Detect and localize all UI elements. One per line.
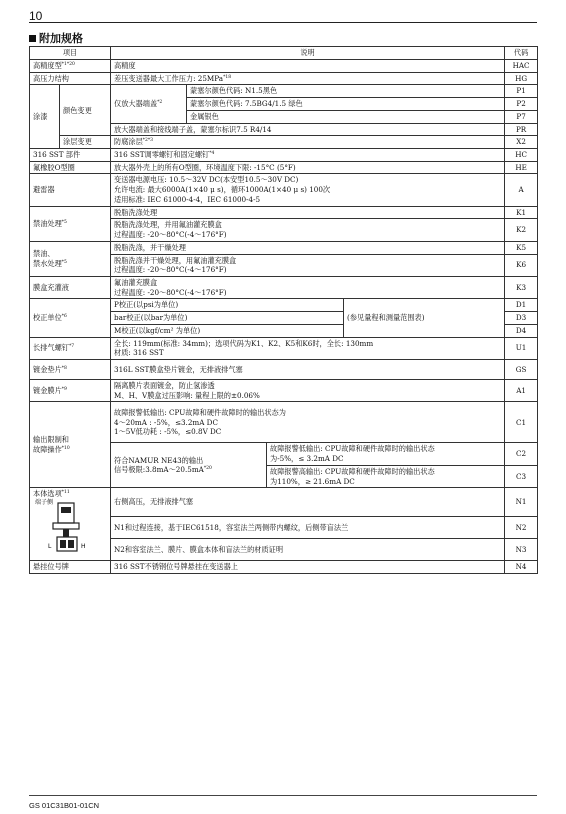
table-row <box>30 149 538 162</box>
item-cell: 镀金垫片$^{*8}$ <box>30 359 111 379</box>
code-cell: X2 <box>505 136 538 149</box>
desc-cell: 故障报警低输出: CPU故障和硬件故障时的输出状态 为-5%，≤ 3.2mA DC <box>267 443 505 465</box>
transmitter-icon <box>33 501 103 557</box>
square-bullet-icon <box>29 35 36 42</box>
table-row <box>30 206 538 219</box>
code-cell: A1 <box>505 379 538 401</box>
desc-cell: 脱脂洗涤，并干燥处理 <box>111 241 505 254</box>
item-cell: 禁油、 禁水处理$^{*5}$ <box>30 241 111 276</box>
code-cell: HC <box>505 149 538 162</box>
desc-cell: 脱脂洗涤处理 <box>111 206 505 219</box>
desc-cell: 变送器电源电压: 10.5～32V DC(本安型10.5～30V DC) 允许电流: 最大6000A(1×40 μ s)，循环1000A(1×40 μ s) 100次 适用标准: IEC 61000-4-4，IEC 61000-4-5 <box>111 174 505 206</box>
table-row <box>30 72 538 85</box>
code-cell: HG <box>505 72 538 85</box>
item-cell: 镀金膜片$^{*9}$ <box>30 379 111 401</box>
desc-cell: M校正(以kgf/cm² 为单位) <box>111 324 344 337</box>
table-row <box>30 488 538 517</box>
desc-cell: 右侧高压，无排液排气塞 <box>111 488 505 517</box>
table-row <box>30 60 538 73</box>
transmitter-diagram: 端子侧 L H <box>33 499 107 559</box>
desc-cell: N1和过程连接，基于IEC61518，容室法兰两侧带内螺纹，后侧带盲法兰 <box>111 517 505 539</box>
item-cell: 避雷器 <box>30 174 111 206</box>
item-cell: 长排气螺钉$^{*7}$ <box>30 337 111 359</box>
desc-cell: 防腐涂层$^{*2*3}$ <box>111 136 505 149</box>
ref-cell: (参见量程和测量范围表) <box>344 299 505 337</box>
code-cell: HE <box>505 161 538 174</box>
desc-cell: P校正(以psi为单位) <box>111 299 344 312</box>
code-cell: N4 <box>505 561 538 574</box>
table-row <box>30 337 538 359</box>
desc-cell: bar校正(以bar为单位) <box>111 312 344 325</box>
desc-cell: 316L SST膜盒垫片镀金，无排液排气塞 <box>111 359 505 379</box>
desc-cell: 故障报警高输出: CPU故障和硬件故障时的输出状态 为110%，≥ 21.6mA DC <box>267 465 505 487</box>
section-title: 附加规格 <box>29 30 83 46</box>
subitem-cell: 颜色变更 <box>60 85 111 136</box>
code-cell: A <box>505 174 538 206</box>
desc-cell: 316 SST不锈钢位号牌悬挂在变送器上 <box>111 561 505 574</box>
header-code: 代码 <box>505 47 538 60</box>
desc-cell: 脱脂洗涤并干燥处理，用氟油灌充膜盒 过程温度: -20～80°C(-4～176°F) <box>111 254 505 276</box>
amp-cover-cell: 仅放大器端盖$^{*2}$ <box>111 85 187 123</box>
table-row <box>30 402 538 443</box>
table-row <box>30 359 538 379</box>
item-cell: 涂漆 <box>30 85 60 149</box>
code-cell: C3 <box>505 465 538 487</box>
header-desc: 说明 <box>111 47 505 60</box>
code-cell: U1 <box>505 337 538 359</box>
desc-cell: 放大器端盖和接线端子盖，蒙塞尔标识7.5 R4/14 <box>111 123 505 136</box>
desc-cell: 全长: 119mm(标准: 34mm)；选项代码为K1、K2、K5和K6时，全长: 130mm 材质: 316 SST <box>111 337 505 359</box>
desc-cell: 放大器外壳上的所有O型圈，环境温度下限: -15°C (5°F) <box>111 161 505 174</box>
code-cell: N1 <box>505 488 538 517</box>
table-row <box>30 85 538 98</box>
code-cell: K3 <box>505 276 538 298</box>
code-cell: D4 <box>505 324 538 337</box>
code-cell: K5 <box>505 241 538 254</box>
code-cell: K1 <box>505 206 538 219</box>
item-cell: 悬挂位号牌 <box>30 561 111 574</box>
code-cell: D3 <box>505 312 538 325</box>
code-cell: P2 <box>505 98 538 111</box>
code-cell: PR <box>505 123 538 136</box>
item-cell: 膜盒充灌液 <box>30 276 111 298</box>
code-cell: K2 <box>505 219 538 241</box>
desc-cell: 隔离膜片表面镀金，防止氢渗透 M、H、V膜盒过压影响: 量程上限的±0.06% <box>111 379 505 401</box>
table-row <box>30 161 538 174</box>
desc-cell: 316 SST调零螺钉和固定螺钉$^{*4}$ <box>111 149 505 162</box>
code-cell: K6 <box>505 254 538 276</box>
bottom-rule <box>29 795 537 796</box>
desc-cell: N2和容室法兰、膜片、膜盒本体和盲法兰的材质证明 <box>111 539 505 561</box>
desc-cell: 蒙塞尔颜色代码: 7.5BG4/1.5 绿色 <box>187 98 505 111</box>
namur-cell: 符合NAMUR NE43的输出 信号极限$:3.8mA\sim 20.5mA^{*20}$ <box>111 443 267 488</box>
item-cell: 高压力结构 <box>30 72 111 85</box>
item-cell: 输出限制和 故障操作$^{*10}$ <box>30 402 111 488</box>
desc-cell: 故障报警低输出: CPU故障和硬件故障时的输出状态为 4～20mA : -5%，≤3.2mA DC 1～5V低功耗 : -5%，≤0.8V DC <box>111 402 505 443</box>
code-cell: P1 <box>505 85 538 98</box>
code-cell: HAC <box>505 60 538 73</box>
table-row <box>30 561 538 574</box>
table-row <box>30 241 538 254</box>
item-cell: 氟橡胶O型圈 <box>30 161 111 174</box>
header-item: 项目 <box>30 47 111 60</box>
code-cell: C1 <box>505 402 538 443</box>
table-header-row <box>30 47 538 60</box>
code-cell: C2 <box>505 443 538 465</box>
item-cell: 禁油处理$^{*5}$ <box>30 206 111 241</box>
document-number: GS 01C31B01-01CN <box>29 801 100 810</box>
svg-text:H: H <box>81 543 86 550</box>
item-cell: 高精度型$^{*1*20}$ <box>30 60 111 73</box>
code-cell: D1 <box>505 299 538 312</box>
desc-cell: 氟油灌充膜盒 过程温度: -20～80°C(-4～176°F) <box>111 276 505 298</box>
item-cell: 校正单位$^{*6}$ <box>30 299 111 337</box>
desc-cell: 高精度 <box>111 60 505 73</box>
desc-cell: 差压变送器最大工作压力: 25MPa$^{*18}$ <box>111 72 505 85</box>
code-cell: N3 <box>505 539 538 561</box>
desc-cell: 蒙塞尔颜色代码: N1.5黑色 <box>187 85 505 98</box>
item-cell: 本体选项$^{*11}$ 端子侧 L H <box>30 488 111 561</box>
table-row <box>30 136 538 149</box>
code-cell: N2 <box>505 517 538 539</box>
item-cell: 316 SST 部件 <box>30 149 111 162</box>
spec-table <box>29 46 538 574</box>
table-row <box>30 299 538 312</box>
table-row <box>30 276 538 298</box>
subitem-cell: 涂层变更 <box>60 136 111 149</box>
table-row <box>30 379 538 401</box>
page-number: 10 <box>29 9 43 23</box>
top-rule <box>29 22 537 23</box>
svg-text:L: L <box>48 543 52 550</box>
desc-cell: 金属银色 <box>187 110 505 123</box>
code-cell: GS <box>505 359 538 379</box>
desc-cell: 脱脂洗涤处理，并用氟油灌充膜盒 过程温度: -20～80°C(-4～176°F) <box>111 219 505 241</box>
table-row <box>30 174 538 206</box>
code-cell: P7 <box>505 110 538 123</box>
